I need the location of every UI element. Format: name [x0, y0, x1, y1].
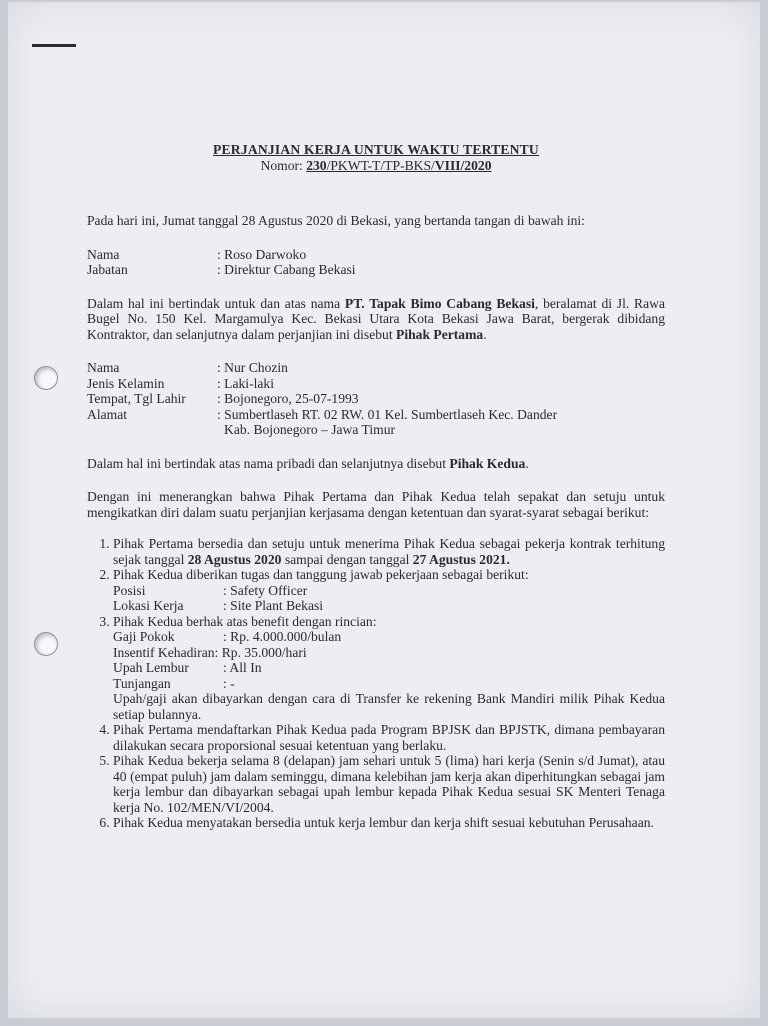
document-page — [8, 2, 760, 1018]
party1-position-row — [87, 262, 665, 278]
party1-role: Pihak Pertama — [396, 326, 484, 342]
agreement-paragraph: Dengan ini menerangkan bahwa Pihak Pertama dan Pihak Kedua telah sepakat dan setuju untuk mengikatkan diri dalam suatu perjanjian kerjasama dengan ketentuan dan syarat-syarat sebagai berikut: — [87, 489, 665, 520]
term-item-2: 2. Pihak Kedua diberikan tugas dan tanggung jawab pekerjaan sebagai berikut: Posisi : Safety Officer Lokasi Kerja : Site Plant Bekasi — [113, 567, 665, 614]
payment-note: Upah/gaji akan dibayarkan dengan cara di Transfer ke rekening Bank Mandiri milik Pihak Kedua setiap bulannya. — [113, 691, 665, 722]
overtime-pay-row: Upah Lembur : All In — [113, 660, 262, 675]
document-number: Nomor: 230/PKWT-T/TP-BKS/VIII/2020 — [260, 157, 492, 173]
work-location-row: Lokasi Kerja : Site Plant Bekasi — [113, 598, 324, 613]
field-value: : Sumbertlaseh RT. 02 RW. 01 Kel. Sumbertlaseh Kec. Dander Kab. Bojonegoro – Jawa Timur — [217, 406, 558, 437]
term-item-6: 6. Pihak Kedua menyatakan bersedia untuk kerja lembur dan kerja shift sesuai kebutuhan Perusahaan. — [113, 815, 665, 831]
attendance-incentive-row: Insentif Kehadiran : Rp. 35.000/hari — [113, 644, 307, 660]
base-salary-row: Gaji Pokok : Rp. 4.000.000/bulan — [113, 629, 342, 644]
field-label: Alamat — [87, 406, 128, 422]
field-value: : Roso Darwoko — [217, 246, 307, 262]
field-label: Nama — [87, 360, 120, 375]
punch-hole-top — [34, 366, 58, 390]
field-value: : Bojonegoro, 25-07-1993 — [217, 391, 359, 406]
field-label: Nama — [87, 246, 120, 262]
party2-name-row — [87, 360, 665, 376]
term-item-3: 3. Pihak Kedua berhak atas benefit dengan rincian: Gaji Pokok : Rp. 4.000.000/bulan Insentif Kehadiran : Rp. 35.000/hari Upah Lembur : All In Tunjangan : - Upah/gaji akan dibayarkan dengan cara di Transfer ke rekening Bank Mandiri milik Pihak Kedua setiap bulannya. — [113, 614, 665, 723]
party2-gender-row — [87, 376, 665, 392]
field-label: Jabatan — [87, 262, 128, 277]
field-label: Jenis Kelamin — [87, 375, 165, 391]
punch-hole-bottom — [34, 632, 58, 656]
party1-name-row — [87, 247, 665, 263]
party2-birth-row — [87, 391, 665, 407]
term-item-5: 5. Pihak Kedua bekerja selama 8 (delapan) jam sehari untuk 5 (lima) hari kerja (Senin s/d Jumat), atau 40 (empat puluh) jam dalam seminggu, dimana kelebihan jam kerja akan diperhitungkan sebagai jam kerja lembur dan dibayarkan sebagai upah lembur kepada Pihak Kedua sesuai SK Menteri Tenaga kerja No. 102/MEN/VI/2004. — [113, 753, 665, 815]
party2-paragraph: Dalam hal ini bertindak atas nama pribadi dan selanjutnya disebut Pihak Kedua. — [87, 455, 529, 471]
term-item-1: 1. Pihak Pertama bersedia dan setuju untuk menerima Pihak Kedua sebagai pekerja kontrak terhitung sejak tanggal 28 Agustus 2020 sampai dengan tanggal 27 Agustus 2021. — [113, 536, 665, 567]
terms-list — [87, 536, 665, 831]
allowance-row: Tunjangan : - — [113, 675, 235, 691]
position-row: Posisi : Safety Officer — [113, 582, 308, 598]
party2-role: Pihak Kedua — [449, 455, 526, 471]
party2-fields — [87, 360, 665, 438]
party1-paragraph: Dalam hal ini bertindak untuk dan atas nama PT. Tapak Bimo Cabang Bekasi, beralamat di Jl. Rawa Bugel No. 150 Kel. Margamulya Kec. Bekasi Utara Kota Bekasi Jawa Barat, bergerak dibidang Kontraktor, dan selanjutnya dalam perjanjian ini disebut Pihak Pertama. — [87, 295, 665, 342]
term-item-4: 4. Pihak Pertama mendaftarkan Pihak Kedua pada Program BPJSK dan BPJSTK, dimana pembayaran dilakukan secara proporsional sesuai ketentuan yang berlaku. — [113, 722, 665, 753]
field-value: : Laki-laki — [217, 375, 274, 391]
field-label: Tempat, Tgl Lahir — [87, 391, 186, 406]
party2-address-row — [87, 407, 665, 438]
party1-fields — [87, 247, 665, 278]
field-value: : Direktur Cabang Bekasi — [217, 262, 356, 277]
pen-mark — [32, 44, 76, 47]
company-name: PT. Tapak Bimo Cabang Bekasi — [344, 295, 535, 311]
field-value: : Nur Chozin — [217, 360, 288, 375]
intro-paragraph: Pada hari ini, Jumat tanggal 28 Agustus 2020 di Bekasi, yang bertanda tangan di bawah ini: — [87, 213, 585, 228]
document-body — [87, 142, 665, 831]
document-title: PERJANJIAN KERJA UNTUK WAKTU TERTENTU — [213, 142, 539, 157]
